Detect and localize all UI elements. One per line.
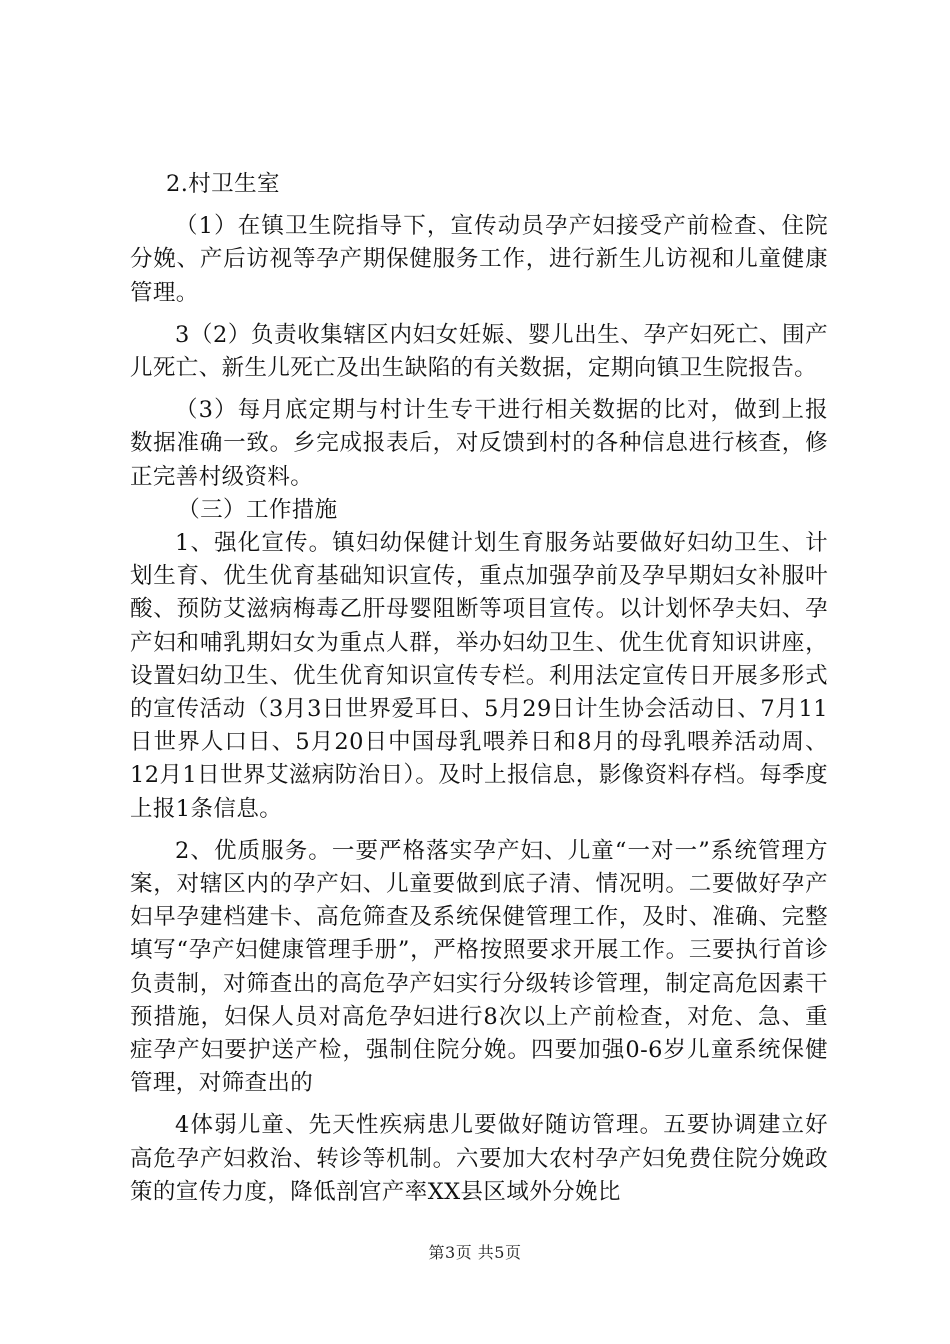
paragraph: 1、强化宣传。镇妇幼保健计划生育服务站要做好妇幼卫生、计划生育、优生优育基础知识宣传，重点加强孕前及孕早期妇女补服叶酸、预防艾滋病梅毒乙肝母婴阻断等项目宣传。以计划怀孕夫妇、孕产妇和哺乳期妇女为重点人群，举办妇幼卫生、优生优育知识讲座，设置妇幼卫生、优生优育知识宣传专栏。利用法定宣传日开展多形式的宣传活动（3月3日世界爱耳日、5月29日计生协会活动日、7月11日世界人口日、5月20日中国母乳喂养日和8月的母乳喂养活动周、12月1日世界艾滋病防治日）。及时上报信息，影像资料存档。每季度上报1条信息。 [130,530,828,822]
paragraph: 2、优质服务。一要严格落实孕产妇、儿童“一对一”系统管理方案，对辖区内的孕产妇、儿童要做到底子清、情况明。二要做好孕产妇早孕建档建卡、高危筛查及系统保健管理工作，及时、准确、完整填写“孕产妇健康管理手册”，严格按照要求开展工作。三要执行首诊负责制，对筛查出的高危孕产妇实行分级转诊管理，制定高危因素干预措施，妇保人员对高危孕妇进行8次以上产前检查，对危、急、重症孕产妇要护送产检，强制住院分娩。四要加强0-6岁儿童系统保健管理，对筛查出的 [130,837,828,1097]
paragraph-gap [130,826,828,835]
document-body [130,168,828,1209]
section-heading-village-clinic: 2.村卫生室 [166,171,280,197]
paragraph-gap [130,201,828,210]
paragraph-gap [130,1100,828,1109]
paragraph-gap [130,385,828,394]
paragraph: （3）每月底定期与村计生专干进行相关数据的比对，做到上报数据准确一致。乡完成报表后，对反馈到村的各种信息进行核查，修正完善村级资料。 [130,397,828,490]
paragraph: （1）在镇卫生院指导下，宣传动员孕产妇接受产前检查、住院分娩、产后访视等孕产期保健服务工作，进行新生儿访视和儿童健康管理。 [130,213,828,306]
paragraph: 4体弱儿童、先天性疾病患儿要做好随访管理。五要协调建立好高危孕产妇救治、转诊等机制。六要加大农村孕产妇免费住院分娩政策的宣传力度，降低剖宫产率XX县区域外分娩比 [130,1112,828,1205]
section-heading-work-measures: （三）工作措施 [177,496,338,523]
paragraph-gap [130,310,828,319]
paragraph: 3（2）负责收集辖区内妇女妊娠、婴儿出生、孕产妇死亡、围产儿死亡、新生儿死亡及出生缺陷的有关数据，定期向镇卫生院报告。 [130,321,828,382]
page-number-footer: 第3页 共5页 [428,1243,522,1262]
